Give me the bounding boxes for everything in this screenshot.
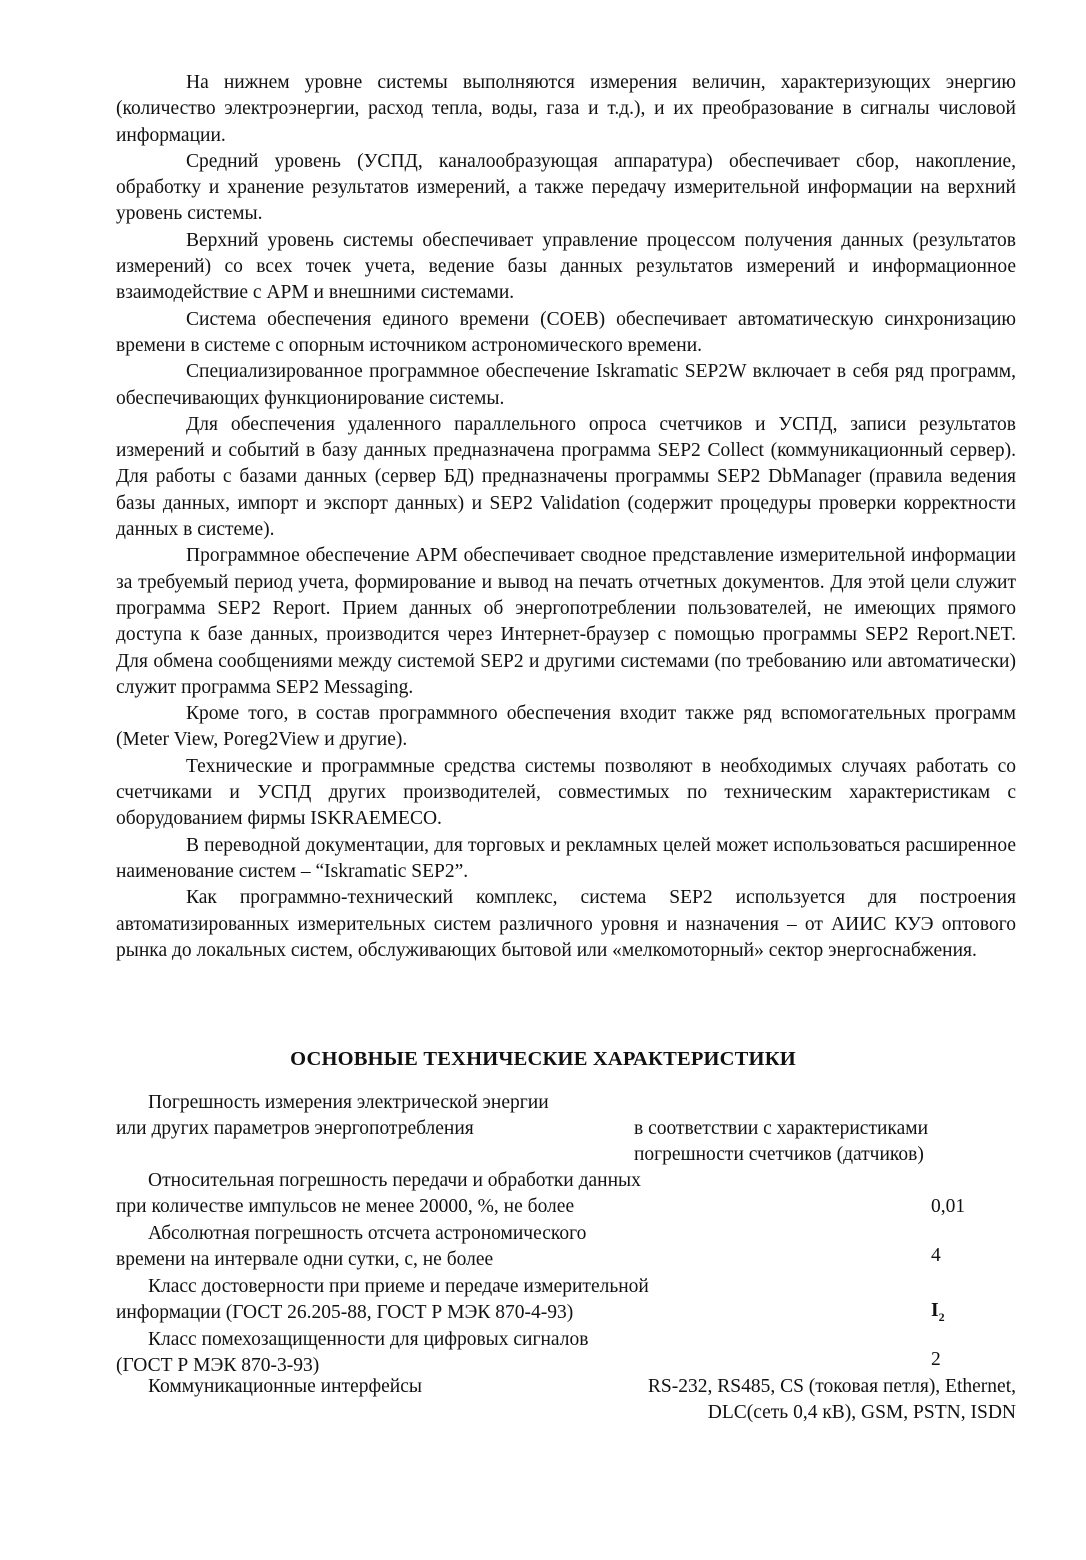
spec-value: 4 — [931, 1245, 941, 1266]
paragraph-time-system: Система обеспечения единого времени (СОЕВ) обеспечивает автоматическую синхронизацию времени в системе с опорным источником астрономического времени. — [116, 308, 1016, 356]
spec-label-line1: Коммуникационные интерфейсы — [148, 1376, 422, 1397]
spec-row — [116, 1090, 1016, 1168]
paragraph-lower-level: На нижнем уровне системы выполняются измерения величин, характеризующих энергию (количество электроэнергии, расход тепла, воды, газа и т.д.), и их преобразование в сигналы числовой информации. — [116, 72, 1016, 146]
paragraph-middle-level: Средний уровень (УСПД, каналообразующая аппаратура) обеспечивает сбор, накопление, обработку и хранение результатов измерений, а также передачу измерительной информации на верхний уровень системы. — [116, 150, 1016, 225]
paragraph-usage: Как программно-технический комплекс, система SEP2 используется для построения автоматизированных измерительных систем различного уровня и назначения – от АИИС КУЭ оптового рынка до локальных систем, обслуживающих бытовой или «мелкомоторный» сектор энергоснабжения. — [116, 887, 1016, 961]
spec-value: 2 — [931, 1349, 941, 1370]
paragraph-aux-programs: Кроме того, в состав программного обеспечения входит также ряд вспомогательных программ (Meter View, Poreg2View и другие). — [116, 703, 1016, 751]
paragraph-collect: Для обеспечения удаленного параллельного опроса счетчиков и УСПД, записи результатов измерений и событий в базу данных предназначена программа SEP2 Collect (коммуникационный сервер). Для работы с базами данных (сервер БД) предназначены программы SEP2 DbManager (правила ведения базы данных, импорт и экспорт данных) и SEP2 Validation (содержит процедуры проверки корректности данных в системе). — [116, 413, 1016, 541]
spec-row — [116, 1327, 1016, 1380]
spec-label-line1: Погрешность измерения электрической энергии — [148, 1092, 549, 1113]
spec-label-line2: (ГОСТ Р МЭК 870-3-93) — [116, 1355, 320, 1377]
paragraph-naming: В переводной документации, для торговых и рекламных целей может использоваться расширенное наименование систем – “Iskramatic SEP2”. — [116, 834, 1016, 882]
spec-label-line1: Абсолютная погрешность отсчета астрономического — [148, 1223, 587, 1244]
spec-row — [116, 1221, 1016, 1274]
spec-value: $I_2$ — [931, 1300, 945, 1324]
spec-value: 0,01 — [931, 1196, 966, 1217]
spec-label-line1: Класс помехозащищенности для цифровых сигналов — [148, 1329, 589, 1350]
section-heading: ОСНОВНЫЕ ТЕХНИЧЕСКИЕ ХАРАКТЕРИСТИКИ — [290, 1048, 796, 1070]
spec-label-line1: Класс достоверности при приеме и передаче измерительной — [148, 1276, 649, 1297]
spec-label-line1: Относительная погрешность передачи и обработки данных — [148, 1170, 641, 1191]
spec-row — [116, 1374, 1016, 1427]
spec-table — [116, 1090, 1016, 1427]
spec-label-line2: информации (ГОСТ 26.205-88, ГОСТ Р МЭК 870-4-93) — [116, 1302, 574, 1324]
document-body — [116, 70, 1016, 964]
spec-value-line1: в соответствии с характеристиками — [634, 1118, 929, 1139]
spec-value — [634, 1116, 928, 1169]
spec-row — [116, 1274, 1016, 1327]
spec-label-line2: при количестве импульсов не менее 20000, %, не более — [116, 1196, 575, 1218]
paragraph-arm: Программное обеспечение АРМ обеспечивает сводное представление измерительной информации за требуемый период учета, формирование и вывод на печать отчетных документов. Для этой цели служит программа SEP2 Report. Прием данных об энергопотреблении пользователей, не имеющих прямого доступа к базе данных, производится через Интернет-браузер с помощью программы SEP2 Report.NET. Для обмена сообщениями между системой SEP2 и другими системами (по требованию или автоматически) служит программа SEP2 Messaging. — [116, 545, 1016, 698]
spec-value-line1: RS-232, RS485, CS (токовая петля), Ethernet, — [647, 1376, 1016, 1397]
spec-label-line2: времени на интервале одни сутки, с, не более — [116, 1249, 494, 1271]
spec-value-line2: погрешности счетчиков (датчиков) — [634, 1144, 924, 1166]
spec-row — [116, 1168, 1016, 1221]
paragraph-upper-level: Верхний уровень системы обеспечивает управление процессом получения данных (результатов измерений) со всех точек учета, ведение базы данных результатов измерений и информационное взаимодействие с АРМ и внешними системами. — [116, 229, 1016, 304]
paragraph-compatibility: Технические и программные средства системы позволяют в необходимых случаях работать со счетчиками и УСПД других производителей, совместимых по техническим характеристикам с оборудованием фирмы ISKRAEMECO. — [116, 755, 1016, 830]
spec-value — [648, 1374, 1016, 1427]
spec-value-line2: DLC(сеть 0,4 кВ), GSM, PSTN, ISDN — [707, 1402, 1016, 1424]
paragraph-software: Специализированное программное обеспечение Iskramatic SEP2W включает в себя ряд программ, обеспечивающих функционирование системы. — [116, 361, 1016, 409]
spec-label-line2: или других параметров энергопотребления — [116, 1118, 474, 1140]
